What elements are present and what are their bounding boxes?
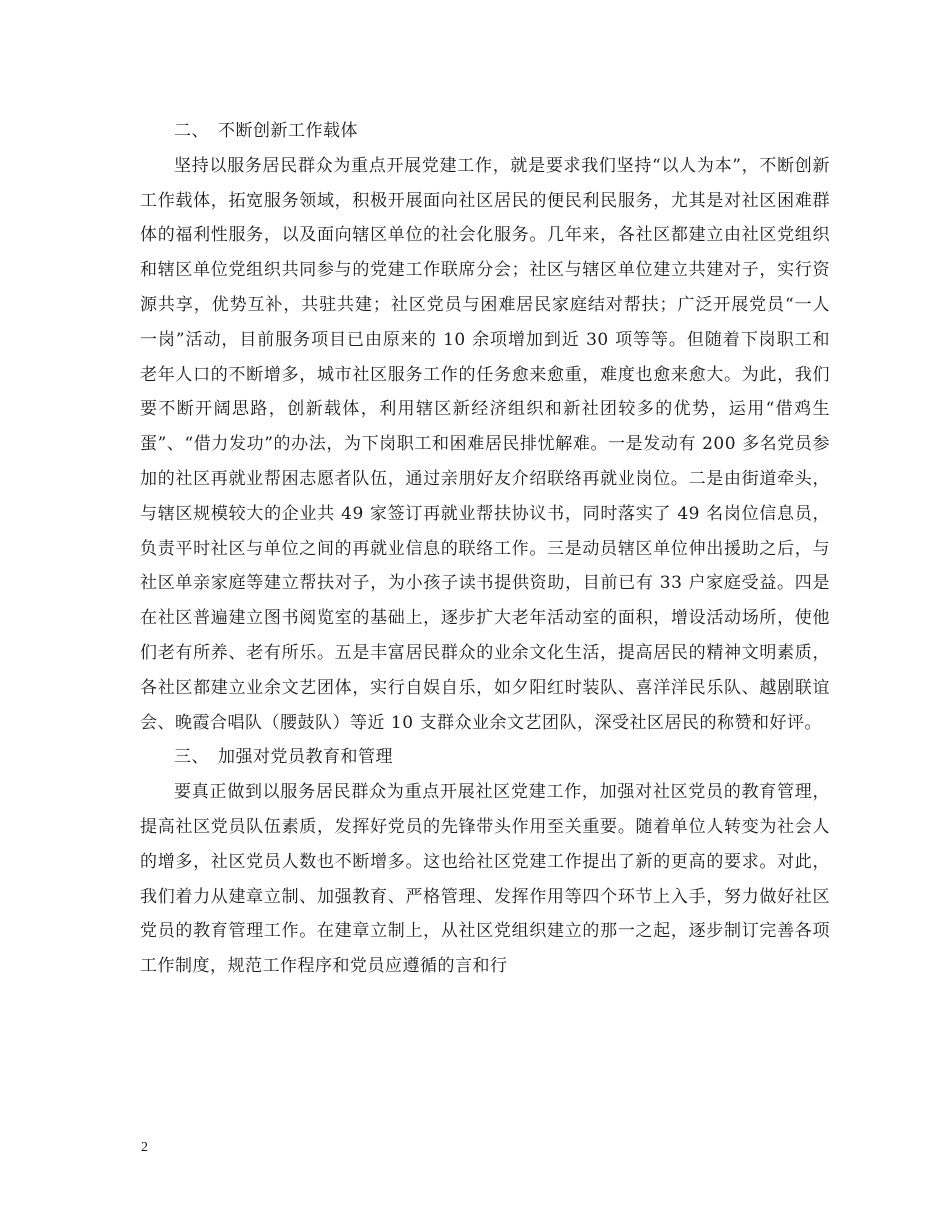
document-body: [140, 114, 830, 984]
section-paragraph-2: 坚持以服务居民群众为重点开展党建工作，就是要求我们坚持“以人为本”，不断创新工作载体，拓宽服务领域，积极开展面向社区居民的便民利民服务，尤其是对社区困难群体的福利性服务，以及面向辖区单位的社会化服务。几年来，各社区都建立由社区党组织和辖区单位党组织共同参与的党建工作联席分会；社区与辖区单位建立共建对子，实行资源共享，优势互补，共驻共建；社区党员与困难居民家庭结对帮扶；广泛开展党员“一人一岗”活动，目前服务项目已由原来的 10 余项增加到近 30 项等等。但随着下岗职工和老年人口的不断增多，城市社区服务工作的任务愈来愈重，难度也愈来愈大。为此，我们要不断开阔思路，创新载体，利用辖区新经济组织和新社团较多的优势，运用“借鸡生蛋”、“借力发功”的办法，为下岗职工和困难居民排忧解难。一是发动有 200 多名党员参加的社区再就业帮困志愿者队伍，通过亲朋好友介绍联络再就业岗位。二是由街道牵头，与辖区规模较大的企业共 49 家签订再就业帮扶协议书，同时落实了 49 名岗位信息员，负责平时社区与单位之间的再就业信息的联络工作。三是动员辖区单位伸出援助之后，与社区单亲家庭等建立帮扶对子，为小孩子读书提供资助，目前已有 33 户家庭受益。四是在社区普遍建立图书阅览室的基础上，逐步扩大老年活动室的面积，增设活动场所，使他们老有所养、老有所乐。五是丰富居民群众的业余文化生活，提高居民的精神文明素质，各社区都建立业余文艺团体，实行自娱自乐，如夕阳红时装队、喜洋洋民乐队、越剧联谊会、晚霞合唱队（腰鼓队）等近 10 支群众业余文艺团队，深受社区居民的称赞和好评。: [140, 155, 830, 733]
section-paragraph-3: 要真正做到以服务居民群众为重点开展社区党建工作，加强对社区党员的教育管理，提高社区党员队伍素质，发挥好党员的先锋带头作用至关重要。随着单位人转变为社会人的增多，社区党员人数也不断增多。这也给社区党建工作提出了新的更高的要求。对此，我们着力从建章立制、加强教育、严格管理、发挥作用等四个环节上入手，努力做好社区党员的教育管理工作。在建章立制上，从社区党组织建立的那一之起，逐步制订完善各项工作制度，规范工作程序和党员应遵循的言和行: [140, 782, 830, 977]
page-number: 2: [141, 1140, 148, 1155]
section-heading-2: 二、 不断创新工作载体: [174, 121, 358, 141]
section-heading-3: 三、 加强对党员教育和管理: [174, 747, 393, 768]
